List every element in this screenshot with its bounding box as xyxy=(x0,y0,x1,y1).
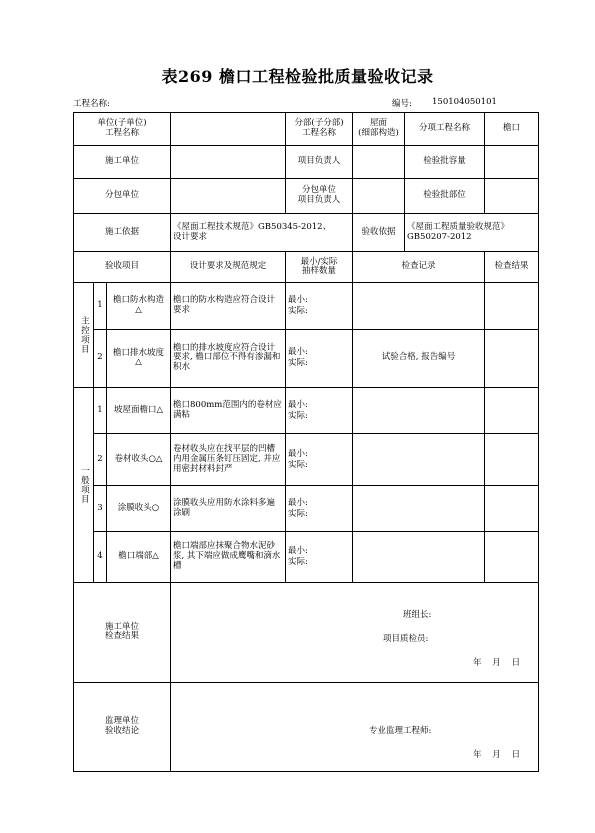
header-row-constructor xyxy=(74,146,539,178)
column-header-row xyxy=(74,252,539,283)
table-row xyxy=(74,283,539,329)
col-sampling: 最小/实际 抽样数量 xyxy=(286,252,353,283)
sub-pm-value[interactable] xyxy=(353,178,405,214)
col-record: 检查记录 xyxy=(353,252,485,283)
row-requirement: 檐口端部应抹聚合物水泥砂浆, 其下端应做成鹰嘴和滴水槽 xyxy=(171,532,286,582)
row-result[interactable] xyxy=(485,388,539,434)
row-item-name: 檐口端部△ xyxy=(107,532,171,582)
project-name-label: 工程名称: xyxy=(73,99,110,109)
col-item: 验收项目 xyxy=(74,252,171,283)
row-result[interactable] xyxy=(485,434,539,486)
row-no: 3 xyxy=(94,486,107,532)
subcontractor-value[interactable] xyxy=(171,178,286,214)
row-no: 2 xyxy=(94,434,107,486)
pm-value[interactable] xyxy=(353,146,405,178)
table-row xyxy=(74,434,539,486)
unit-label: 单位(子单位) 工程名称 xyxy=(74,113,171,146)
row-result[interactable] xyxy=(485,329,539,388)
table-row xyxy=(74,329,539,388)
number-label: 编号: xyxy=(392,99,412,109)
row-item-name: 檐口排水坡度 △ xyxy=(107,329,171,388)
row-requirement: 檐口800mm范围内的卷材应满粘 xyxy=(171,388,286,434)
row-record[interactable]: 试验合格, 报告编号 xyxy=(353,329,485,388)
row-no: 1 xyxy=(94,283,107,329)
row-sampling[interactable]: 最小: 实际: xyxy=(286,283,353,329)
supervisor-row xyxy=(74,683,539,772)
batch-location-value[interactable] xyxy=(485,178,539,214)
row-sampling[interactable]: 最小: 实际: xyxy=(286,329,353,388)
general-group-label: 一般项目 xyxy=(74,388,94,583)
number-value: 150104050101 xyxy=(432,97,497,107)
supervisor-area[interactable] xyxy=(171,683,539,772)
row-record[interactable] xyxy=(353,434,485,486)
date-label: 年 月 日 xyxy=(473,750,521,760)
table-row xyxy=(74,532,539,582)
header-row-unit xyxy=(74,113,539,146)
unit-value[interactable] xyxy=(171,113,286,146)
table-row xyxy=(74,486,539,532)
row-item-name: 涂膜收头○ xyxy=(107,486,171,532)
row-requirement: 檐口的防水构造应符合设计要求 xyxy=(171,283,286,329)
row-record[interactable] xyxy=(353,486,485,532)
row-no: 2 xyxy=(94,329,107,388)
constructor-label: 施工单位 xyxy=(74,146,171,178)
row-record[interactable] xyxy=(353,532,485,582)
table-row xyxy=(74,388,539,434)
constructor-check-area[interactable] xyxy=(171,582,539,682)
supervisor-engineer-label: 专业监理工程师: xyxy=(369,726,432,736)
row-result[interactable] xyxy=(485,486,539,532)
row-no: 4 xyxy=(94,532,107,582)
batch-location-label: 检验批部位 xyxy=(405,178,485,214)
row-item-name: 坡屋面檐口△ xyxy=(107,388,171,434)
row-sampling[interactable]: 最小: 实际: xyxy=(286,388,353,434)
row-sampling[interactable]: 最小: 实际: xyxy=(286,486,353,532)
basis-value: 《屋面工程技术规范》GB50345-2012、 设计要求 xyxy=(171,214,353,252)
quality-inspector-label: 项目质检员: xyxy=(383,633,429,644)
row-result[interactable] xyxy=(485,283,539,329)
basis-label: 施工依据 xyxy=(74,214,171,252)
row-result[interactable] xyxy=(485,532,539,582)
row-sampling[interactable]: 最小: 实际: xyxy=(286,434,353,486)
date-label: 年 月 日 xyxy=(473,657,521,668)
col-requirement: 设计要求及规范规定 xyxy=(171,252,286,283)
header-row-basis xyxy=(74,214,539,252)
main-group-label: 主控项目 xyxy=(74,283,94,388)
constructor-check-row xyxy=(74,582,539,682)
pm-label: 项目负责人 xyxy=(286,146,353,178)
subdivision-value: 屋面 (细部构造) xyxy=(353,113,405,146)
row-item-name: 檐口防水构造 △ xyxy=(107,283,171,329)
row-sampling[interactable]: 最小: 实际: xyxy=(286,532,353,582)
row-item-name: 卷材收头○△ xyxy=(107,434,171,486)
row-requirement: 卷材收头应在找平层的凹槽内用金属压条钉压固定, 并应用密封材料封严 xyxy=(171,434,286,486)
supervisor-label: 监理单位 验收结论 xyxy=(74,683,171,772)
subdivision-label: 分部(子分部) 工程名称 xyxy=(286,113,353,146)
sub-pm-label: 分包单位 项目负责人 xyxy=(286,178,353,214)
team-leader-label: 班组长: xyxy=(403,609,432,620)
batch-capacity-value[interactable] xyxy=(485,146,539,178)
item-value: 檐口 xyxy=(485,113,539,146)
constructor-value[interactable] xyxy=(171,146,286,178)
row-record[interactable] xyxy=(353,388,485,434)
batch-capacity-label: 检验批容量 xyxy=(405,146,485,178)
col-result: 检查结果 xyxy=(485,252,539,283)
subcontractor-label: 分包单位 xyxy=(74,178,171,214)
row-record[interactable] xyxy=(353,283,485,329)
header-row-subcontractor xyxy=(74,178,539,214)
page-title: 表269 檐口工程检验批质量验收记录 xyxy=(161,67,434,86)
constructor-check-label: 施工单位 检查结果 xyxy=(74,582,171,682)
row-requirement: 檐口的排水坡度应符合设计要求, 檐口部位不得有渗漏和积水 xyxy=(171,329,286,388)
row-no: 1 xyxy=(94,388,107,434)
acceptance-form-table xyxy=(73,112,539,772)
row-requirement: 涂膜收头应用防水涂料多遍涂刷 xyxy=(171,486,286,532)
acceptance-basis-value: 《屋面工程质量验收规范》 GB50207-2012 xyxy=(405,214,539,252)
acceptance-basis-label: 验收依据 xyxy=(353,214,405,252)
item-label: 分项工程名称 xyxy=(405,113,485,146)
